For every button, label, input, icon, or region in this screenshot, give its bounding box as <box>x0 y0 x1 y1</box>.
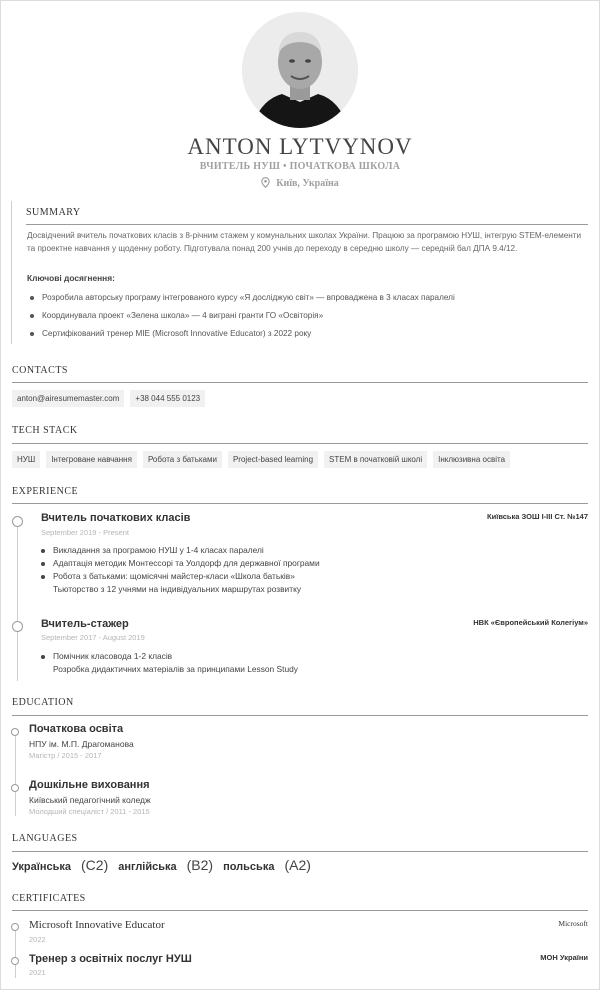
profile-photo <box>242 12 358 128</box>
job-dates: September 2017 - August 2019 <box>41 633 145 642</box>
language-level: (C2) <box>81 857 109 873</box>
contacts-divider <box>12 382 588 383</box>
certificate-issuer: Microsoft <box>558 919 588 928</box>
languages-list <box>12 857 311 873</box>
achievement-item: Сертифікований тренер MIE (Microsoft Innovative Educator) з 2022 року <box>30 329 455 347</box>
job-title: Вчитель-стажер <box>41 618 129 630</box>
certificates-heading: CERTIFICATES <box>12 893 86 904</box>
job-company: НВК «Європейський Колегіум» <box>473 618 588 627</box>
language-level: (A2) <box>284 857 311 873</box>
summary-divider <box>26 224 588 225</box>
languages-heading: LANGUAGES <box>12 833 78 844</box>
achievements-heading: Ключові досягнення: <box>27 273 115 283</box>
candidate-name: ANTON LYTVYNOV <box>187 134 413 159</box>
education-timeline <box>15 732 16 816</box>
skill-chip: НУШ <box>12 451 40 468</box>
skill-chip: Інтегроване навчання <box>46 451 137 468</box>
language-name: англійська <box>118 861 177 873</box>
education-divider <box>12 715 588 716</box>
job-duty: Адаптація методик Монтессорі та Уолдорф для державної програми <box>41 557 320 570</box>
contacts-heading: CONTACTS <box>12 365 68 376</box>
timeline-node <box>11 728 19 736</box>
timeline-node <box>12 621 23 632</box>
achievement-item: Розробила авторську програму інтегрованого курсу «Я досліджую світ» — впроваджена в 3 класах паралелі <box>30 293 455 311</box>
achievements-list <box>30 293 455 347</box>
timeline-node <box>11 957 19 965</box>
skill-chip: Інклюзивна освіта <box>433 451 510 468</box>
language-level: (B2) <box>186 857 214 873</box>
certificates-timeline <box>15 926 16 978</box>
skill-chip: STEM в початковій школі <box>324 451 427 468</box>
skill-chip: Робота з батьками <box>143 451 222 468</box>
achievement-item: Координувала проект «Зелена школа» — 4 виграні гранти ГО «Освіторія» <box>30 311 455 329</box>
education-degree: Початкова освіта <box>29 723 124 735</box>
contacts-list <box>12 390 205 407</box>
tech-stack-list <box>12 451 510 468</box>
timeline-node <box>11 784 19 792</box>
summary-heading: SUMMARY <box>26 207 81 218</box>
education-degree: Дошкільне виховання <box>29 779 150 791</box>
job-duties <box>41 544 320 596</box>
certificate-issuer: МОН України <box>540 953 588 962</box>
job-duty: Викладання за програмою НУШ у 1-4 класах паралелі <box>41 544 320 557</box>
job-company: Київська ЗОШ І-ІІІ Ст. №147 <box>487 512 588 521</box>
phone-chip[interactable]: +38 044 555 0123 <box>130 390 205 407</box>
experience-timeline <box>17 521 18 681</box>
candidate-subtitle: ВЧИТЕЛЬ НУШ • ПОЧАТКОВА ШКОЛА <box>199 161 401 172</box>
job-duty: Помічник класовода 1-2 класів <box>41 650 298 663</box>
certificate-year: 2021 <box>29 968 46 977</box>
education-school: Київський педагогічний коледж <box>29 795 151 805</box>
education-school: НПУ ім. М.П. Драгоманова <box>29 739 134 749</box>
language-name: польська <box>223 861 275 873</box>
skill-chip: Project-based learning <box>228 451 318 468</box>
education-heading: EDUCATION <box>12 697 74 708</box>
certificates-divider <box>12 910 588 911</box>
job-duty: Робота з батьками: щомісячні майстер-класи «Школа батьків» <box>41 570 320 583</box>
certificate-title: Тренер з освітніх послуг НУШ <box>29 953 192 965</box>
tech-stack-heading: TECH STACK <box>12 425 78 436</box>
summary-text: Досвідчений вчитель початкових класів з 8-річним стажем у комунальних школах України. Працюю за програмою НУШ, інтегрую STEM-елементи та проектне навчання у щоденну роботу. Підготувала понад 200 учнів до переходу в середню школу — середній бал ДПА 9.4/12. <box>27 231 582 253</box>
map-pin-icon <box>261 177 270 188</box>
language-name: Українська <box>12 861 72 873</box>
experience-divider <box>12 503 588 504</box>
candidate-location <box>0 177 600 189</box>
email-chip[interactable]: anton@airesumemaster.com <box>12 390 124 407</box>
job-title: Вчитель початкових класів <box>41 512 191 524</box>
certificate-year: 2022 <box>29 935 46 944</box>
timeline-node <box>11 923 19 931</box>
timeline-node <box>12 516 23 527</box>
location-text: Київ, Україна <box>276 178 339 189</box>
certificate-title: Microsoft Innovative Educator <box>29 919 165 931</box>
job-duty: Тьюторство з 12 учнями на індивідуальних маршрутах розвитку <box>53 584 302 594</box>
tech-stack-divider <box>12 443 588 444</box>
job-dates: September 2019 - Present <box>41 528 129 537</box>
education-meta: Молодший спеціаліст / 2011 - 2015 <box>29 807 150 816</box>
job-duty: Розробка дидактичних матеріалів за принципами Lesson Study <box>53 664 298 674</box>
job-duties <box>41 650 298 676</box>
education-meta: Магістр / 2015 - 2017 <box>29 751 102 760</box>
experience-heading: EXPERIENCE <box>12 486 79 497</box>
languages-divider <box>12 851 588 852</box>
